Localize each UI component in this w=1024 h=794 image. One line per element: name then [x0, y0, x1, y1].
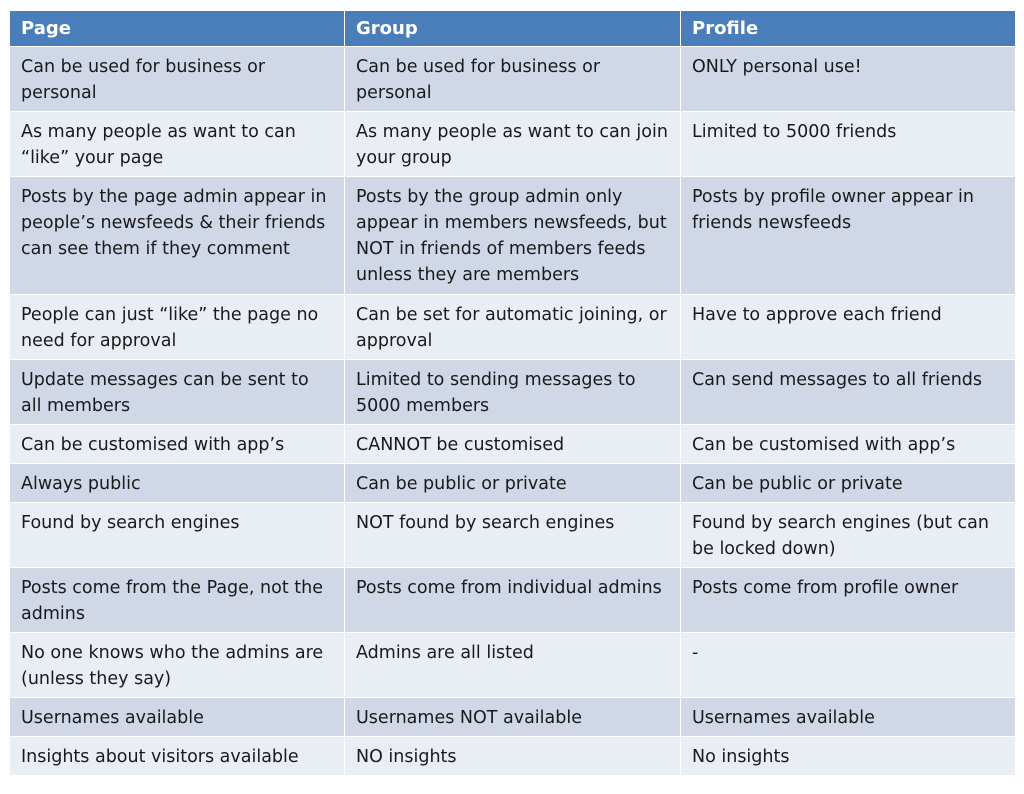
cell-profile: Can be public or private	[681, 464, 1016, 503]
header-row	[10, 11, 1016, 47]
table-row	[10, 737, 1016, 776]
table-row	[10, 464, 1016, 503]
cell-group: NO insights	[345, 737, 681, 776]
cell-profile: Posts come from profile owner	[681, 568, 1016, 633]
cell-page: Always public	[10, 464, 345, 503]
header-group: Group	[345, 11, 681, 47]
cell-page: Can be used for business or personal	[10, 47, 345, 112]
cell-group: CANNOT be customised	[345, 425, 681, 464]
cell-page: Posts by the page admin appear in people’s newsfeeds & their friends can see them if they comment	[10, 177, 345, 295]
cell-group: Limited to sending messages to 5000 members	[345, 360, 681, 425]
table-row	[10, 425, 1016, 464]
cell-page: Insights about visitors available	[10, 737, 345, 776]
cell-page: Update messages can be sent to all members	[10, 360, 345, 425]
cell-page: Usernames available	[10, 698, 345, 737]
table-body	[10, 47, 1016, 776]
cell-page: Found by search engines	[10, 503, 345, 568]
cell-profile: Have to approve each friend	[681, 295, 1016, 360]
comparison-table	[9, 10, 1016, 776]
cell-profile: Usernames available	[681, 698, 1016, 737]
cell-page: People can just “like” the page no need for approval	[10, 295, 345, 360]
cell-profile: Limited to 5000 friends	[681, 112, 1016, 177]
cell-group: Posts by the group admin only appear in members newsfeeds, but NOT in friends of members feeds unless they are members	[345, 177, 681, 295]
table-row	[10, 633, 1016, 698]
cell-profile: Can be customised with app’s	[681, 425, 1016, 464]
cell-group: Can be used for business or personal	[345, 47, 681, 112]
cell-profile: No insights	[681, 737, 1016, 776]
cell-page: Posts come from the Page, not the admins	[10, 568, 345, 633]
cell-group: NOT found by search engines	[345, 503, 681, 568]
table-row	[10, 360, 1016, 425]
cell-group: Can be public or private	[345, 464, 681, 503]
cell-profile: Can send messages to all friends	[681, 360, 1016, 425]
cell-page: As many people as want to can “like” your page	[10, 112, 345, 177]
table-row	[10, 47, 1016, 112]
cell-profile: -	[681, 633, 1016, 698]
cell-group: Usernames NOT available	[345, 698, 681, 737]
table-row	[10, 503, 1016, 568]
table-row	[10, 698, 1016, 737]
header-profile: Profile	[681, 11, 1016, 47]
cell-group: Posts come from individual admins	[345, 568, 681, 633]
table-row	[10, 177, 1016, 295]
cell-profile: Posts by profile owner appear in friends newsfeeds	[681, 177, 1016, 295]
table-row	[10, 112, 1016, 177]
table-row	[10, 295, 1016, 360]
table-row	[10, 568, 1016, 633]
cell-group: Admins are all listed	[345, 633, 681, 698]
cell-page: No one knows who the admins are (unless they say)	[10, 633, 345, 698]
cell-page: Can be customised with app’s	[10, 425, 345, 464]
cell-profile: ONLY personal use!	[681, 47, 1016, 112]
cell-group: Can be set for automatic joining, or approval	[345, 295, 681, 360]
cell-profile: Found by search engines (but can be locked down)	[681, 503, 1016, 568]
cell-group: As many people as want to can join your group	[345, 112, 681, 177]
header-page: Page	[10, 11, 345, 47]
table-header	[10, 11, 1016, 47]
